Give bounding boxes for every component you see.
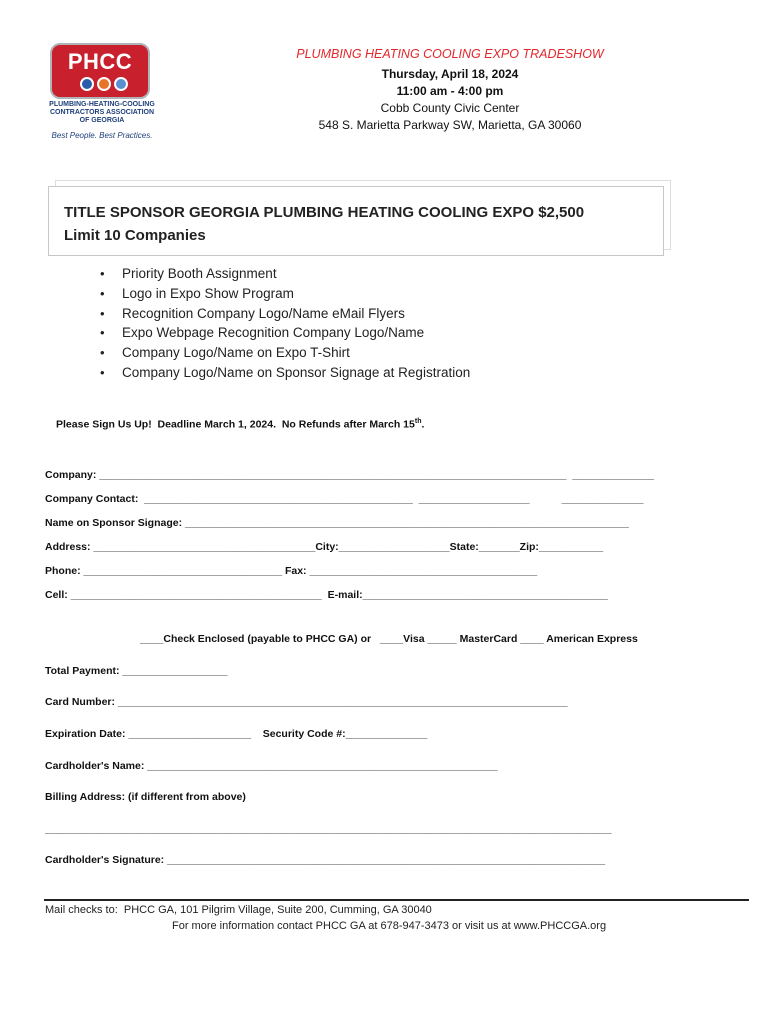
total-payment-field[interactable]: Total Payment: __________________: [45, 665, 228, 677]
billing-address-field[interactable]: _________________________________________________________________________________________________: [45, 823, 612, 835]
bullet-icon: •: [100, 266, 105, 281]
footer-divider: [44, 899, 749, 901]
card-number-field[interactable]: Card Number: _____________________________________________________________________________: [45, 696, 568, 708]
flame-icon: [97, 77, 111, 91]
logo-tagline: Best People. Best Practices.: [51, 131, 153, 140]
payment-options[interactable]: ____Check Enclosed (payable to PHCC GA) or ____Visa _____ MasterCard ____ American Express: [140, 633, 638, 645]
benefit-text: Priority Booth Assignment: [122, 266, 277, 281]
water-drop-icon: [80, 77, 94, 91]
benefit-text: Logo in Expo Show Program: [122, 285, 294, 301]
benefit-text: Recognition Company Logo/Name eMail Flyers: [122, 305, 405, 321]
list-item: [100, 343, 600, 363]
benefit-text: Company Logo/Name on Expo T-Shirt: [122, 345, 350, 361]
sponsor-box: [48, 186, 664, 256]
event-venue: Cobb County Civic Center: [380, 101, 520, 115]
benefit-text: Expo Webpage Recognition Company Logo/Name: [122, 325, 425, 341]
company-field[interactable]: Company: ________________________________________________________________________________ ______________: [45, 469, 655, 481]
expiration-security-field[interactable]: Expiration Date: _____________________ Security Code #:______________: [45, 728, 428, 740]
billing-address-label: Billing Address: (if different from above): [45, 791, 246, 803]
logo-name: PHCC: [67, 49, 133, 74]
event-address: 548 S. Marietta Parkway SW, Marietta, GA 30060: [318, 118, 582, 132]
logo-subtitle-line: OF GEORGIA: [79, 117, 125, 124]
snowflake-icon: [114, 77, 128, 91]
signature-field[interactable]: Cardholder's Signature: ___________________________________________________________________________: [45, 854, 606, 866]
cardholder-name-field[interactable]: Cardholder's Name: ____________________________________________________________: [45, 760, 498, 772]
benefit-text: Company Logo/Name on Sponsor Signage at Registration: [122, 364, 471, 380]
signup-note: [56, 418, 424, 431]
signup-superscript: th: [414, 418, 422, 425]
contact-info: For more information contact PHCC GA at 678-947-3473 or visit us at www.PHCCGA.org: [172, 920, 607, 932]
benefits-list: [100, 264, 600, 383]
contact-field[interactable]: Company Contact: ______________________________________________ ___________________ ______________: [45, 493, 644, 505]
signup-end: .: [421, 418, 425, 431]
signage-name-field[interactable]: Name on Sponsor Signage: ____________________________________________________________________________: [45, 517, 629, 529]
phone-fax-field[interactable]: Phone: __________________________________ Fax: _______________________________________: [45, 565, 538, 577]
bullet-icon: •: [100, 285, 105, 301]
list-item: [100, 284, 600, 304]
signup-text: Please Sign Us Up! Deadline March 1, 2024. No Refunds after March 15: [56, 418, 415, 431]
bullet-icon: •: [100, 364, 105, 380]
list-item: [100, 304, 600, 324]
phcc-logo: [46, 41, 158, 143]
sponsor-limit: Limit 10 Companies: [64, 227, 206, 244]
logo-subtitle-line: PLUMBING-HEATING-COOLING: [49, 101, 155, 108]
bullet-icon: •: [100, 305, 105, 321]
bullet-icon: •: [100, 345, 105, 361]
list-item: [100, 264, 600, 284]
logo-badge: [50, 43, 150, 99]
mail-checks-note: Mail checks to: PHCC GA, 101 Pilgrim Village, Suite 200, Cumming, GA 30040: [45, 904, 432, 916]
sponsor-title: TITLE SPONSOR GEORGIA PLUMBING HEATING COOLING EXPO $2,500: [64, 204, 585, 221]
event-time: 11:00 am - 4:00 pm: [396, 84, 504, 98]
event-date: Thursday, April 18, 2024: [381, 67, 519, 81]
event-title: PLUMBING HEATING COOLING EXPO TRADESHOW: [296, 47, 604, 61]
bullet-icon: •: [100, 325, 105, 341]
logo-subtitle: [46, 101, 158, 125]
cell-email-field[interactable]: Cell: ___________________________________________ E-mail:__________________________________________: [45, 589, 608, 601]
list-item: [100, 323, 600, 343]
address-field[interactable]: Address: ______________________________________City:___________________State:_______Zip:___________: [45, 541, 604, 553]
logo-subtitle-line: CONTRACTORS ASSOCIATION: [49, 109, 155, 116]
list-item: [100, 363, 600, 383]
